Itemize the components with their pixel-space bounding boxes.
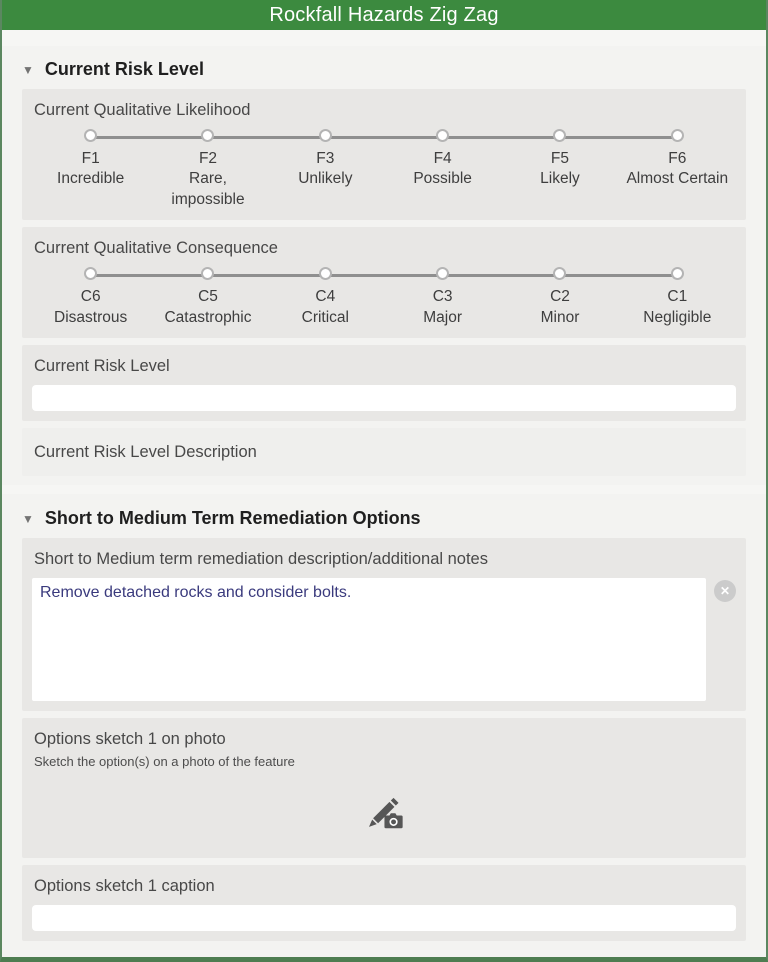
likelihood-label: Current Qualitative Likelihood — [34, 101, 251, 119]
slider-option-f6[interactable] — [619, 129, 736, 210]
pencil-camera-icon — [364, 819, 404, 834]
option-label: Incredible — [57, 170, 125, 188]
close-icon: ✕ — [719, 584, 731, 599]
slider-option-c5[interactable] — [149, 267, 266, 328]
option-label: Rare, impossible — [171, 170, 245, 208]
option-label: Catastrophic — [164, 308, 252, 326]
section-header-remediation[interactable] — [2, 495, 766, 538]
sketch-hint: Sketch the option(s) on a photo of the feature — [34, 754, 295, 770]
slider-knob[interactable] — [553, 267, 566, 280]
slider-knob[interactable] — [201, 129, 214, 142]
section-header-current-risk[interactable] — [2, 46, 766, 89]
option-label: Negligible — [643, 308, 712, 326]
option-code: F5 — [550, 150, 570, 167]
option-label: Minor — [540, 308, 580, 326]
section-divider — [2, 485, 766, 494]
caption-label: Options sketch 1 caption — [34, 877, 215, 896]
option-label: Almost Certain — [626, 170, 729, 188]
risk-level-label: Current Risk Level — [34, 357, 170, 376]
option-code: C4 — [315, 288, 336, 306]
option-label: Possible — [413, 170, 472, 188]
section-title: Current Risk Level — [44, 59, 204, 79]
option-code: F4 — [433, 150, 452, 167]
app-header — [2, 0, 766, 30]
remediation-notes-textarea[interactable] — [32, 578, 706, 701]
collapse-arrow-icon[interactable]: ▼ — [22, 511, 34, 526]
option-code: C6 — [80, 288, 101, 306]
consequence-label: Current Qualitative Consequence — [34, 239, 278, 258]
sketch-panel — [22, 718, 746, 858]
option-code: C1 — [667, 288, 688, 306]
collapse-arrow-icon[interactable]: ▼ — [22, 62, 34, 77]
option-code: C2 — [550, 288, 570, 306]
caption-input[interactable] — [32, 905, 736, 931]
slider-knob[interactable] — [84, 129, 97, 142]
clear-notes-button[interactable] — [714, 580, 736, 602]
slider-option-f5[interactable] — [501, 129, 618, 210]
option-code: F2 — [198, 150, 218, 167]
option-label: Unlikely — [298, 170, 353, 188]
consequence-panel — [22, 227, 746, 338]
slider-knob[interactable] — [436, 267, 449, 280]
slider-knob[interactable] — [671, 129, 684, 142]
slider-knob[interactable] — [436, 129, 449, 142]
remediation-notes-panel — [22, 538, 746, 711]
section-title: Short to Medium Term Remediation Options — [44, 508, 421, 529]
option-code: C3 — [432, 288, 453, 306]
slider-option-c2[interactable] — [501, 267, 618, 328]
option-code: F3 — [316, 150, 335, 167]
consequence-slider[interactable] — [32, 267, 736, 328]
slider-option-c6[interactable] — [32, 267, 149, 328]
slider-option-c4[interactable] — [267, 267, 384, 328]
slider-knob[interactable] — [671, 267, 684, 280]
risk-level-panel — [22, 345, 746, 421]
slider-knob[interactable] — [84, 267, 97, 280]
option-code: F1 — [81, 150, 100, 167]
option-label: Critical — [301, 308, 349, 326]
slider-knob[interactable] — [319, 129, 332, 142]
slider-knob[interactable] — [553, 129, 566, 142]
slider-option-f3[interactable] — [267, 129, 384, 210]
option-code: C5 — [198, 288, 218, 306]
option-label: Likely — [540, 170, 580, 188]
caption-panel — [22, 865, 746, 941]
risk-level-description-label: Current Risk Level Description — [34, 443, 257, 462]
slider-knob[interactable] — [201, 267, 214, 280]
slider-option-f4[interactable] — [384, 129, 501, 210]
option-label: Major — [423, 308, 463, 326]
remediation-notes-label: Short to Medium term remediation description/additional notes — [34, 550, 488, 569]
header-spacer — [2, 30, 766, 46]
risk-level-description-row — [22, 428, 746, 476]
sketch-label: Options sketch 1 on photo — [34, 730, 226, 749]
slider-option-f2[interactable] — [149, 129, 266, 210]
option-label: Disastrous — [54, 308, 128, 326]
risk-level-input[interactable] — [32, 385, 736, 411]
slider-option-c3[interactable] — [384, 267, 501, 328]
slider-option-f1[interactable] — [32, 129, 149, 210]
likelihood-slider[interactable] — [32, 129, 736, 210]
page-title: Rockfall Hazards Zig Zag — [269, 3, 499, 26]
sketch-on-photo-button[interactable] — [364, 791, 404, 834]
slider-option-c1[interactable] — [619, 267, 736, 328]
likelihood-panel — [22, 89, 746, 220]
slider-knob[interactable] — [319, 267, 332, 280]
option-code: F6 — [668, 150, 687, 167]
